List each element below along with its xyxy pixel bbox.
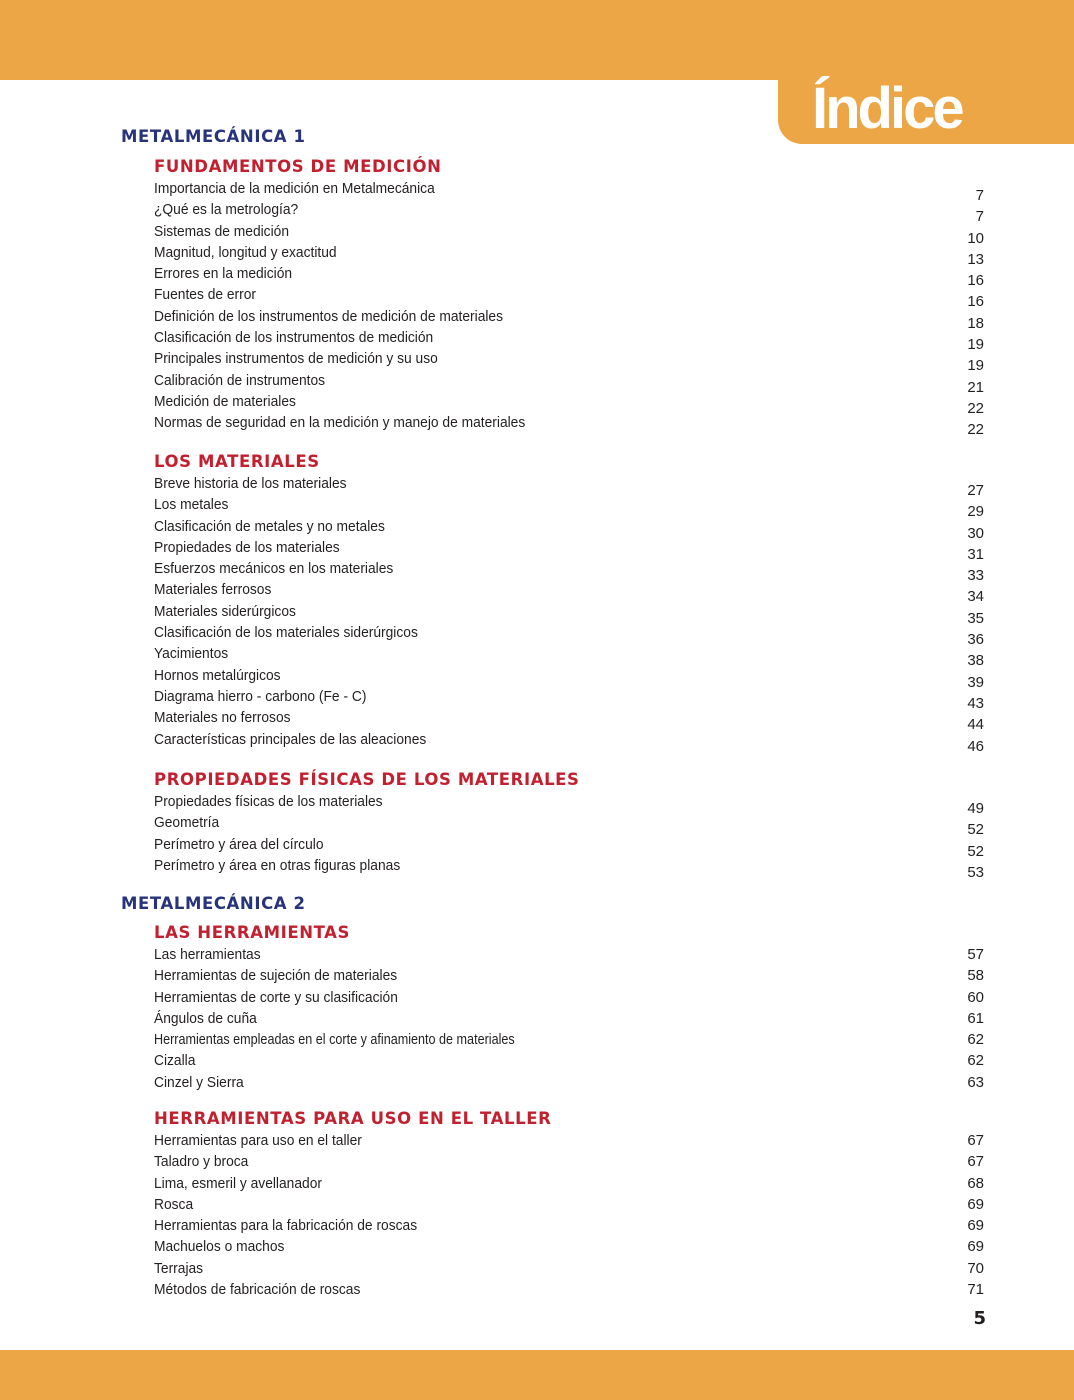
toc-entry[interactable] [154, 730, 986, 755]
entry-page-number: 10 [967, 229, 984, 247]
toc-entry-list [154, 946, 986, 1095]
entry-label: Clasificación de los instrumentos de medición [154, 329, 434, 347]
entry-label: Hornos metalúrgicos [154, 666, 281, 684]
page-number: 5 [973, 1308, 986, 1329]
entry-page-number: 19 [967, 357, 984, 375]
entry-page-number: 29 [967, 503, 984, 521]
entry-page-number: 62 [967, 1052, 984, 1070]
toc-entry[interactable] [154, 286, 986, 311]
entry-label: Breve historia de los materiales [154, 475, 347, 492]
entry-page-number: 53 [967, 863, 984, 881]
entry-label: Esfuerzos mecánicos en los materiales [154, 560, 394, 578]
toc-entry[interactable] [154, 329, 986, 354]
entry-label: Herramientas de sujeción de materiales [154, 967, 398, 985]
toc-entry[interactable] [154, 265, 986, 290]
entry-page-number: 27 [967, 482, 984, 499]
entry-label: Magnitud, longitud y exactitud [154, 243, 337, 261]
chapter-heading: PROPIEDADES FÍSICAS DE LOS MATERIALES [154, 770, 580, 789]
entry-label: Errores en la medición [154, 265, 293, 283]
entry-page-number: 57 [967, 946, 984, 963]
header-band [0, 0, 1074, 80]
entry-label: Fuentes de error [154, 286, 257, 304]
entry-page-number: 38 [967, 652, 984, 670]
toc-entry[interactable] [154, 1052, 986, 1073]
toc-entry[interactable] [154, 560, 986, 585]
toc-entry-list [154, 475, 986, 755]
entry-label: Herramientas para la fabricación de roscas [154, 1217, 418, 1235]
toc-entry[interactable] [154, 946, 986, 967]
entry-page-number: 71 [967, 1281, 984, 1299]
chapter-heading: LAS HERRAMIENTAS [154, 923, 351, 942]
part-heading-metalmecanica-2: METALMECÁNICA 2 [121, 894, 306, 913]
entry-label: ¿Qué es la metrología? [154, 201, 299, 219]
entry-page-number: 22 [967, 399, 984, 417]
entry-label: Medición de materiales [154, 392, 296, 410]
toc-entry[interactable] [154, 1074, 986, 1095]
entry-page-number: 22 [967, 421, 984, 439]
toc-entry[interactable] [154, 967, 986, 988]
entry-page-number: 21 [967, 378, 984, 396]
footer-band [0, 1350, 1074, 1400]
entry-label: Calibración de instrumentos [154, 371, 326, 389]
entry-page-number: 31 [967, 545, 984, 563]
entry-page-number: 70 [967, 1259, 984, 1277]
entry-label: Importancia de la medición en Metalmecánica [154, 180, 435, 197]
entry-label: Sistemas de medición [154, 222, 289, 240]
entry-label: Los metales [154, 496, 229, 514]
toc-entry[interactable] [154, 793, 986, 817]
toc-entry[interactable] [154, 1153, 986, 1174]
entry-page-number: 69 [967, 1195, 984, 1213]
entry-page-number: 63 [967, 1073, 984, 1091]
entry-label: Yacimientos [154, 645, 229, 663]
entry-label: Herramientas para uso en el taller [154, 1132, 362, 1149]
entry-label: Perímetro y área en otras figuras planas [154, 856, 401, 874]
toc-entry[interactable] [154, 538, 986, 563]
entry-label: Geometría [154, 814, 220, 832]
entry-label: Cizalla [154, 1052, 196, 1070]
entry-page-number: 68 [967, 1174, 984, 1192]
entry-label: Clasificación de metales y no metales [154, 517, 385, 535]
toc-entry[interactable] [154, 709, 986, 734]
entry-label: Características principales de las aleaciones [154, 730, 427, 748]
entry-label: Taladro y broca [154, 1153, 249, 1171]
toc-entry[interactable] [154, 624, 986, 649]
entry-label: Propiedades físicas de los materiales [154, 793, 383, 810]
entry-page-number: 60 [967, 988, 984, 1006]
entry-page-number: 67 [967, 1153, 984, 1171]
entry-page-number: 52 [967, 821, 984, 839]
entry-page-number: 7 [975, 208, 984, 226]
entry-page-number: 67 [967, 1132, 984, 1149]
entry-page-number: 46 [967, 737, 984, 755]
chapter-heading: HERRAMIENTAS PARA USO EN EL TALLER [154, 1109, 552, 1128]
toc-entry[interactable] [154, 1238, 986, 1259]
toc-entry[interactable] [154, 243, 986, 268]
entry-label: Machuelos o machos [154, 1238, 285, 1256]
entry-page-number: 52 [967, 842, 984, 860]
toc-entry[interactable] [154, 414, 986, 439]
toc-entry[interactable] [154, 350, 986, 375]
entry-page-number: 58 [967, 967, 984, 985]
entry-label: Herramientas de corte y su clasificación [154, 988, 398, 1006]
chapter-los-materiales [154, 451, 986, 755]
toc-entry[interactable] [154, 1260, 986, 1281]
entry-page-number: 69 [967, 1238, 984, 1256]
entry-page-number: 7 [975, 187, 984, 204]
entry-page-number: 30 [967, 524, 984, 542]
entry-page-number: 62 [967, 1031, 984, 1049]
toc-entry[interactable] [154, 835, 986, 860]
entry-page-number: 13 [967, 250, 984, 268]
entry-page-number: 16 [967, 272, 984, 290]
toc-entry[interactable] [154, 180, 986, 204]
entry-page-number: 44 [967, 716, 984, 734]
entry-label: Materiales siderúrgicos [154, 602, 296, 620]
toc-entry-list [154, 793, 986, 881]
toc-entry[interactable] [154, 687, 986, 712]
entry-page-number: 43 [967, 694, 984, 712]
toc-entry[interactable] [154, 1010, 986, 1031]
toc-entry[interactable] [154, 371, 986, 396]
entry-label: Lima, esmeril y avellanador [154, 1174, 322, 1192]
toc-entry[interactable] [154, 1175, 986, 1196]
chapter-las-herramientas [154, 922, 986, 1095]
toc-entry[interactable] [154, 496, 986, 521]
chapter-heading: LOS MATERIALES [154, 452, 320, 471]
toc-entry[interactable] [154, 201, 986, 226]
entry-page-number: 36 [967, 631, 984, 649]
entry-label: Perímetro y área del círculo [154, 835, 324, 853]
entry-label: Cinzel y Sierra [154, 1073, 244, 1091]
entry-page-number: 19 [967, 336, 984, 354]
toc-entry[interactable] [154, 392, 986, 417]
toc-entry-list [154, 180, 986, 439]
entry-label: Propiedades de los materiales [154, 538, 340, 556]
entry-label: Herramientas empleadas en el corte y afinamiento de materiales [154, 1031, 515, 1049]
entry-label: Diagrama hierro - carbono (Fe - C) [154, 687, 367, 705]
entry-page-number: 61 [967, 1009, 984, 1027]
entry-label: Definición de los instrumentos de medición de materiales [154, 307, 504, 325]
toc-entry[interactable] [154, 581, 986, 606]
entry-label: Materiales ferrosos [154, 581, 272, 599]
entry-label: Métodos de fabricación de roscas [154, 1281, 361, 1299]
chapter-heading: FUNDAMENTOS DE MEDICIÓN [154, 157, 442, 176]
entry-label: Terrajas [154, 1259, 204, 1277]
toc-entry[interactable] [154, 645, 986, 670]
entry-page-number: 33 [967, 567, 984, 585]
toc-entry[interactable] [154, 517, 986, 542]
toc-entry-list [154, 1132, 986, 1302]
toc-entry[interactable] [154, 1196, 986, 1217]
toc-entry[interactable] [154, 814, 986, 839]
toc-entry[interactable] [154, 602, 986, 627]
entry-label: Normas de seguridad en la medición y manejo de materiales [154, 414, 526, 432]
entry-label: Las herramientas [154, 946, 261, 963]
entry-label: Clasificación de los materiales siderúrgicos [154, 624, 418, 642]
toc-entry[interactable] [154, 989, 986, 1010]
toc-entry[interactable] [154, 307, 986, 332]
entry-page-number: 34 [967, 588, 984, 606]
toc-entry[interactable] [154, 475, 986, 499]
entry-label: Ángulos de cuña [154, 1009, 257, 1027]
entry-page-number: 18 [967, 314, 984, 332]
toc-entry[interactable] [154, 1281, 986, 1302]
entry-page-number: 39 [967, 673, 984, 691]
toc-entry[interactable] [154, 1217, 986, 1238]
entry-page-number: 49 [967, 800, 984, 817]
entry-label: Rosca [154, 1195, 194, 1213]
toc-entry[interactable] [154, 666, 986, 691]
toc-entry[interactable] [154, 1132, 986, 1153]
chapter-propiedades-fisicas [154, 769, 986, 881]
entry-page-number: 69 [967, 1217, 984, 1235]
entry-label: Principales instrumentos de medición y su uso [154, 350, 438, 368]
page-title: Índice [812, 76, 962, 141]
chapter-fundamentos-de-medicion [154, 156, 986, 439]
part-heading-metalmecanica-1: METALMECÁNICA 1 [121, 127, 306, 146]
entry-page-number: 35 [967, 609, 984, 627]
chapter-herramientas-taller [154, 1108, 986, 1302]
entry-label: Materiales no ferrosos [154, 709, 291, 727]
toc-entry[interactable] [154, 222, 986, 247]
toc-entry[interactable] [154, 856, 986, 881]
toc-entry[interactable] [154, 1031, 986, 1052]
entry-page-number: 16 [967, 293, 984, 311]
